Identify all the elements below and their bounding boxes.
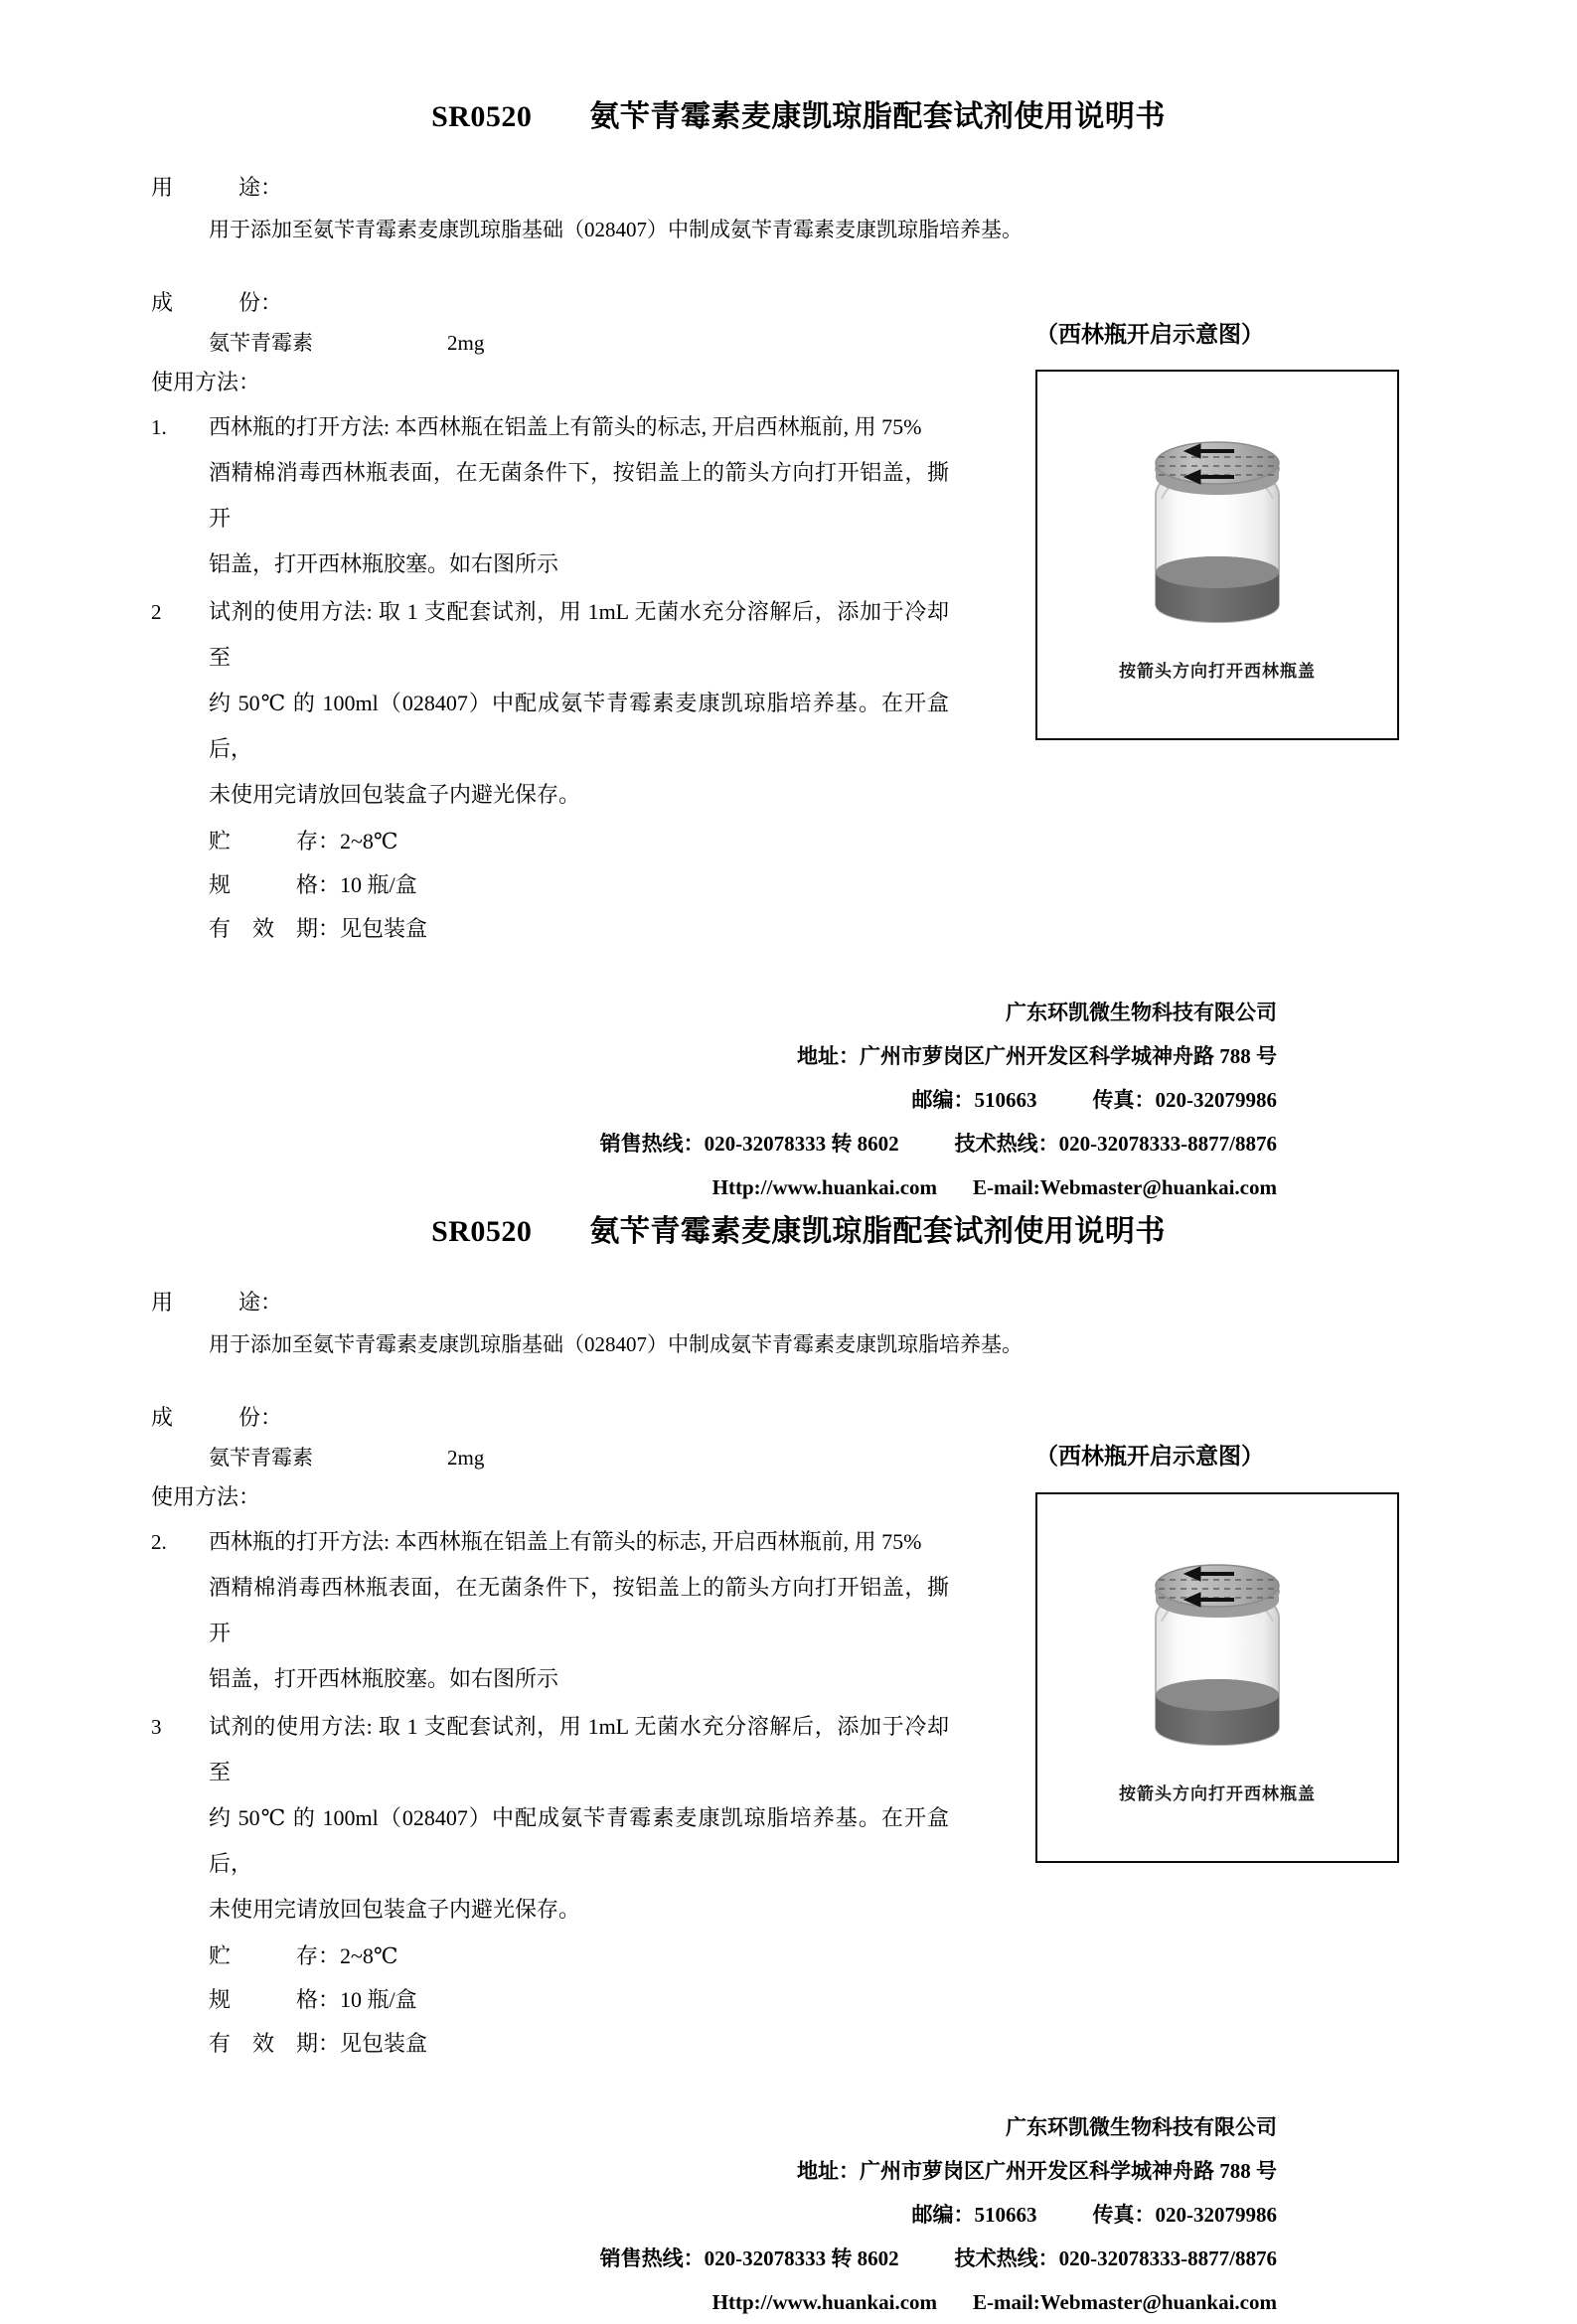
step-line: 未使用完请放回包装盒子内避光保存。 (209, 1897, 581, 1922)
spec-storage (209, 820, 1428, 863)
spec-label: 有 效 期： (209, 916, 341, 941)
step-number: 1. (151, 415, 167, 439)
figure-inner-2 (1037, 1494, 1397, 1861)
spec-label: 贮 存： (209, 829, 341, 853)
spec-value: 2~8℃ (340, 1943, 398, 1968)
page-title-2 (0, 1115, 1577, 1250)
figure-caption-top-page2: （西林瓶开启示意图） (1035, 1444, 1264, 1469)
postcode-label: 邮编： (911, 1088, 975, 1112)
usage-label-2: 使用方法： (151, 1484, 261, 1509)
spec-packaging-2 (209, 1978, 1428, 2022)
footer-web-email-2 (151, 2280, 1277, 2324)
usage-label: 使用方法： (151, 370, 261, 394)
page-title (0, 0, 1577, 135)
website-link[interactable]: Http://www.huankai.com (711, 2290, 938, 2314)
tech-label: 技术热线： (954, 2247, 1059, 2270)
spec-value: 10 瓶/盒 (340, 1987, 417, 2012)
product-code-2: SR0520 (431, 1215, 533, 1248)
composition-amount-2: 2mg (447, 1446, 485, 1470)
purpose-label: 用 途： (151, 175, 283, 200)
step-line: 酒精棉消毒西林瓶表面，在无菌条件下，按铝盖上的箭头方向打开铝盖，撕开 (209, 1575, 949, 1645)
step-number: 2. (151, 1530, 167, 1554)
spacer-2 (151, 1364, 1428, 1398)
step-text (209, 589, 949, 818)
vial-icon (1123, 1556, 1312, 1770)
step-line: 西林瓶的打开方法: 本西林瓶在铝盖上有箭头的标志, 开启西林瓶前, 用 75% (209, 1529, 922, 1554)
fax-value: 020-32079986 (1155, 1088, 1277, 1112)
vial-illustration (1123, 433, 1312, 647)
footer-address: 地址：广州市萝岗区广州开发区科学城神舟路 788 号 (797, 1044, 1277, 1068)
step-line: 试剂的使用方法: 取 1 支配套试剂，用 1mL 无菌水充分溶解后，添加于冷却至 (209, 1714, 949, 1784)
sales-label: 销售热线： (599, 1132, 705, 1156)
composition-label: 成 份： (151, 290, 283, 315)
postcode-label: 邮编： (911, 2203, 975, 2227)
figure-box-page1 (1035, 370, 1399, 740)
purpose-text-2: 用于添加至氨苄青霉素麦康凯琼脂基础（028407）中制成氨苄青霉素麦康凯琼脂培养基。 (209, 1332, 1023, 1356)
spec-label: 有 效 期： (209, 2031, 341, 2056)
sales-value: 020-32078333 转 8602 (704, 1132, 899, 1156)
spec-expiry-2 (209, 2022, 1428, 2066)
figure-inner (1037, 372, 1397, 738)
email-link[interactable]: E-mail:Webmaster@huankai.com (973, 1175, 1277, 1199)
product-code: SR0520 (431, 100, 533, 133)
tech-label: 技术热线： (954, 1132, 1059, 1156)
purpose-text: 用于添加至氨苄青霉素麦康凯琼脂基础（028407）中制成氨苄青霉素麦康凯琼脂培养基。 (209, 218, 1023, 241)
footer-company-2: 广东环凯微生物科技有限公司 (1006, 2115, 1277, 2139)
spec-value: 10 瓶/盒 (340, 872, 417, 897)
spec-label: 规 格： (209, 872, 341, 897)
spec-value: 2~8℃ (340, 829, 398, 853)
composition-label-2: 成 份： (151, 1405, 283, 1430)
composition-item: 氨苄青霉素 (209, 331, 313, 355)
figure-caption-bottom-page2: 按箭头方向打开西林瓶盖 (1119, 1784, 1316, 1803)
vial-illustration-2 (1123, 1556, 1312, 1770)
title-text: 氨苄青霉素麦康凯琼脂配套试剂使用说明书 (589, 100, 1166, 133)
step-line: 试剂的使用方法: 取 1 支配套试剂，用 1mL 无菌水充分溶解后，添加于冷却至 (209, 599, 949, 670)
vial-icon (1123, 433, 1312, 647)
fax-value: 020-32079986 (1155, 2203, 1277, 2227)
spec-packaging (209, 863, 1428, 907)
step-line: 铝盖，打开西林瓶胶塞。如右图所示 (209, 551, 559, 576)
spec-list (151, 820, 1428, 951)
step-text (209, 1519, 949, 1702)
footer-contact-block-page2 (151, 2105, 1428, 2324)
fax-label: 传真： (1092, 2203, 1156, 2227)
spec-list-2 (151, 1935, 1428, 2066)
spec-value: 见包装盒 (340, 2031, 428, 2056)
step-line: 铝盖，打开西林瓶胶塞。如右图所示 (209, 1666, 559, 1691)
email-link[interactable]: E-mail:Webmaster@huankai.com (973, 2290, 1277, 2314)
step-line: 约 50℃ 的 100ml（028407）中配成氨苄青霉素麦康凯琼脂培养基。在开盒后， (209, 691, 949, 761)
website-link[interactable]: Http://www.huankai.com (711, 1175, 938, 1199)
step-number: 3 (151, 1715, 162, 1739)
footer-company: 广东环凯微生物科技有限公司 (1006, 1001, 1277, 1024)
postcode-value: 510663 (974, 1088, 1037, 1112)
page-2 (0, 1115, 1577, 2314)
sales-value: 020-32078333 转 8602 (704, 2247, 899, 2270)
composition-amount: 2mg (447, 331, 485, 355)
step-line: 约 50℃ 的 100ml（028407）中配成氨苄青霉素麦康凯琼脂培养基。在开盒后， (209, 1805, 949, 1876)
spec-storage-2 (209, 1935, 1428, 1978)
step-line: 未使用完请放回包装盒子内避光保存。 (209, 782, 581, 807)
spec-label: 规 格： (209, 1987, 341, 2012)
step-number: 2 (151, 600, 162, 624)
tech-value: 020-32078333-8877/8876 (1058, 2247, 1277, 2270)
figure-caption-bottom-page1: 按箭头方向打开西林瓶盖 (1119, 662, 1316, 681)
footer-postcode-fax-2 (151, 2193, 1277, 2237)
step-line: 西林瓶的打开方法: 本西林瓶在铝盖上有箭头的标志, 开启西林瓶前, 用 75% (209, 414, 922, 439)
title-text-2: 氨苄青霉素麦康凯琼脂配套试剂使用说明书 (589, 1215, 1166, 1248)
figure-caption-top-page1: （西林瓶开启示意图） (1035, 322, 1264, 347)
spec-expiry (209, 907, 1428, 951)
spacer (151, 249, 1428, 283)
composition-item-2: 氨苄青霉素 (209, 1446, 313, 1470)
footer-address-2: 地址：广州市萝岗区广州开发区科学城神舟路 788 号 (797, 2159, 1277, 2183)
step-text (209, 404, 949, 587)
tech-value: 020-32078333-8877/8876 (1058, 1132, 1277, 1156)
fax-label: 传真： (1092, 1088, 1156, 1112)
spec-label: 贮 存： (209, 1943, 341, 1968)
figure-box-page2 (1035, 1492, 1399, 1863)
sales-label: 销售热线： (599, 2247, 705, 2270)
postcode-value: 510663 (974, 2203, 1037, 2227)
step-text (209, 1704, 949, 1933)
purpose-label-2: 用 途： (151, 1290, 283, 1315)
step-line: 酒精棉消毒西林瓶表面，在无菌条件下，按铝盖上的箭头方向打开铝盖，撕开 (209, 460, 949, 531)
spec-value: 见包装盒 (340, 916, 428, 941)
footer-hotlines-2 (151, 2237, 1277, 2280)
